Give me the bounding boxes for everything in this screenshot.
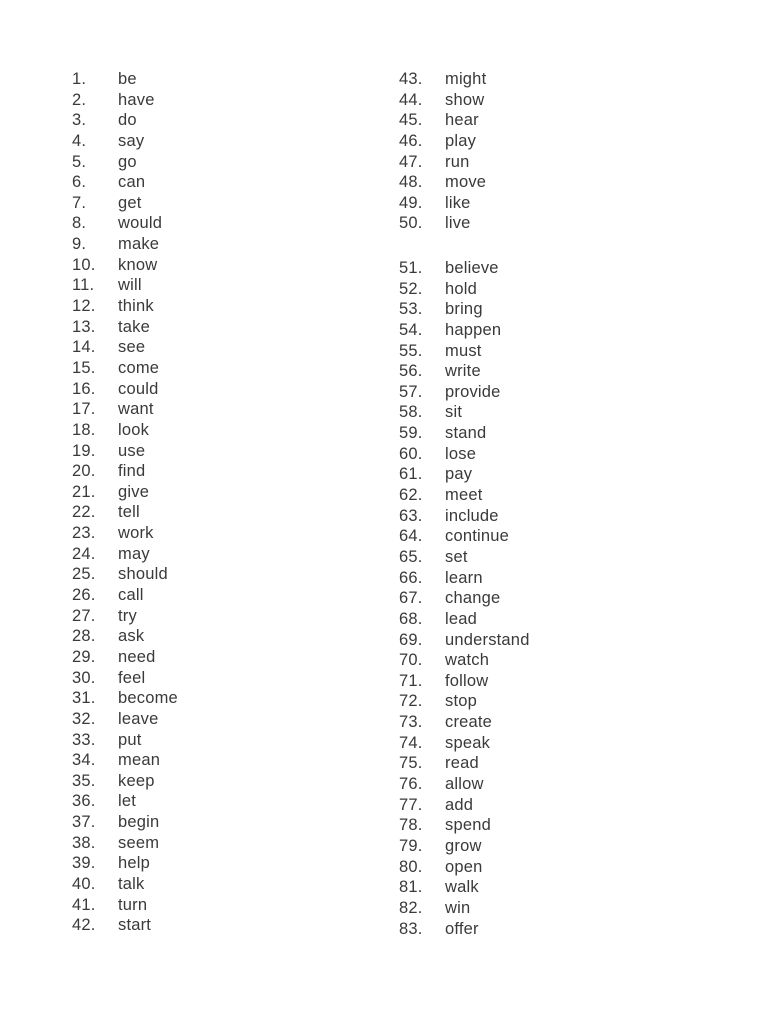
list-item bbox=[399, 172, 486, 193]
item-word: speak bbox=[445, 733, 491, 752]
list-item bbox=[72, 750, 178, 771]
item-word: ask bbox=[118, 627, 145, 646]
list-item bbox=[72, 213, 178, 234]
item-number: 18. bbox=[72, 420, 96, 439]
item-word: turn bbox=[118, 895, 148, 914]
list-item bbox=[72, 379, 178, 400]
item-number: 23. bbox=[72, 524, 96, 543]
item-number: 69. bbox=[399, 630, 423, 649]
item-word: move bbox=[445, 173, 487, 192]
item-number: 5. bbox=[72, 152, 87, 171]
item-word: keep bbox=[118, 771, 155, 790]
word-list-left bbox=[72, 69, 178, 936]
item-number: 65. bbox=[399, 547, 423, 566]
item-word: tell bbox=[118, 503, 140, 522]
item-number: 17. bbox=[72, 400, 96, 419]
item-word: offer bbox=[445, 919, 479, 938]
item-number: 60. bbox=[399, 444, 423, 463]
item-word: lose bbox=[445, 444, 477, 463]
item-word: write bbox=[445, 362, 481, 381]
item-number: 52. bbox=[399, 279, 423, 298]
item-word: should bbox=[118, 565, 168, 584]
item-word: believe bbox=[445, 259, 499, 277]
item-number: 4. bbox=[72, 131, 87, 150]
item-number: 28. bbox=[72, 627, 96, 646]
item-number: 71. bbox=[399, 671, 423, 690]
item-number: 73. bbox=[399, 713, 423, 732]
item-number: 30. bbox=[72, 668, 96, 687]
list-item bbox=[399, 402, 530, 423]
list-item bbox=[72, 234, 178, 255]
item-number: 72. bbox=[399, 692, 423, 711]
word-list-right-bottom bbox=[399, 258, 530, 939]
item-number: 15. bbox=[72, 358, 96, 377]
list-item bbox=[72, 709, 178, 730]
list-item bbox=[399, 836, 530, 857]
item-word: leave bbox=[118, 709, 159, 728]
item-word: look bbox=[118, 420, 150, 439]
list-item bbox=[72, 626, 178, 647]
item-number: 10. bbox=[72, 255, 96, 274]
list-item bbox=[399, 299, 530, 320]
item-word: read bbox=[445, 754, 479, 773]
item-number: 58. bbox=[399, 403, 423, 422]
list-item bbox=[72, 606, 178, 627]
list-item bbox=[72, 441, 178, 462]
list-item bbox=[72, 255, 178, 276]
item-number: 38. bbox=[72, 833, 96, 852]
list-item bbox=[72, 668, 178, 689]
item-word: spend bbox=[445, 816, 491, 835]
item-word: will bbox=[118, 276, 142, 295]
item-number: 3. bbox=[72, 111, 87, 130]
list-item bbox=[399, 320, 530, 341]
item-number: 46. bbox=[399, 131, 423, 150]
item-word: use bbox=[118, 441, 146, 460]
list-item bbox=[72, 730, 178, 751]
item-word: seem bbox=[118, 833, 160, 852]
list-item bbox=[72, 110, 178, 131]
item-number: 59. bbox=[399, 424, 423, 443]
list-item bbox=[72, 771, 178, 792]
list-item bbox=[399, 815, 530, 836]
item-number: 74. bbox=[399, 733, 423, 752]
item-number: 31. bbox=[72, 689, 96, 708]
list-item bbox=[72, 812, 178, 833]
item-number: 54. bbox=[399, 320, 423, 339]
item-word: hold bbox=[445, 279, 477, 298]
item-word: get bbox=[118, 193, 142, 212]
item-number: 40. bbox=[72, 874, 96, 893]
item-word: pay bbox=[445, 465, 473, 484]
item-word: set bbox=[445, 547, 468, 566]
item-number: 81. bbox=[399, 878, 423, 897]
item-number: 63. bbox=[399, 506, 423, 525]
item-word: find bbox=[118, 462, 146, 481]
list-item bbox=[399, 753, 530, 774]
item-number: 22. bbox=[72, 503, 96, 522]
item-number: 27. bbox=[72, 606, 96, 625]
item-word: need bbox=[118, 647, 156, 666]
item-word: become bbox=[118, 689, 178, 708]
list-item bbox=[72, 337, 178, 358]
item-word: follow bbox=[445, 671, 489, 690]
list-item bbox=[399, 69, 486, 90]
item-number: 50. bbox=[399, 214, 423, 233]
list-item bbox=[72, 523, 178, 544]
item-word: create bbox=[445, 713, 493, 732]
item-number: 33. bbox=[72, 730, 96, 749]
item-word: show bbox=[445, 90, 485, 109]
list-item bbox=[399, 588, 530, 609]
list-item bbox=[399, 279, 530, 300]
item-number: 26. bbox=[72, 586, 96, 605]
item-number: 48. bbox=[399, 173, 423, 192]
item-word: allow bbox=[445, 775, 484, 794]
item-number: 77. bbox=[399, 795, 423, 814]
item-word: start bbox=[118, 916, 152, 935]
list-item bbox=[72, 69, 178, 90]
item-number: 36. bbox=[72, 792, 96, 811]
item-number: 41. bbox=[72, 895, 96, 914]
list-item bbox=[399, 547, 530, 568]
item-number: 61. bbox=[399, 465, 423, 484]
list-item bbox=[72, 317, 178, 338]
item-word: think bbox=[118, 297, 154, 316]
item-word: go bbox=[118, 152, 137, 171]
list-item bbox=[72, 152, 178, 173]
item-word: give bbox=[118, 482, 150, 501]
item-word: call bbox=[118, 586, 144, 605]
item-number: 70. bbox=[399, 651, 423, 670]
item-word: bring bbox=[445, 300, 483, 319]
item-number: 53. bbox=[399, 300, 423, 319]
list-item bbox=[72, 193, 178, 214]
list-item bbox=[399, 506, 530, 527]
list-item bbox=[399, 464, 530, 485]
list-item bbox=[72, 688, 178, 709]
item-word: can bbox=[118, 173, 146, 192]
item-number: 56. bbox=[399, 362, 423, 381]
list-item bbox=[399, 774, 530, 795]
item-word: live bbox=[445, 214, 471, 233]
list-item bbox=[399, 152, 486, 173]
item-word: sit bbox=[445, 403, 463, 422]
item-number: 13. bbox=[72, 317, 96, 336]
list-item bbox=[72, 131, 178, 152]
item-number: 82. bbox=[399, 898, 423, 917]
list-item bbox=[399, 857, 530, 878]
word-list-right-top bbox=[399, 69, 486, 234]
item-number: 7. bbox=[72, 193, 87, 212]
item-number: 64. bbox=[399, 527, 423, 546]
list-item bbox=[399, 341, 530, 362]
item-word: let bbox=[118, 792, 137, 811]
item-word: say bbox=[118, 131, 145, 150]
item-word: learn bbox=[445, 568, 483, 587]
item-word: see bbox=[118, 338, 146, 357]
list-item bbox=[72, 502, 178, 523]
item-word: happen bbox=[445, 320, 502, 339]
list-item bbox=[399, 733, 530, 754]
item-number: 6. bbox=[72, 173, 87, 192]
item-number: 62. bbox=[399, 486, 423, 505]
item-number: 25. bbox=[72, 565, 96, 584]
item-number: 42. bbox=[72, 916, 96, 935]
item-word: may bbox=[118, 544, 150, 563]
item-number: 19. bbox=[72, 441, 96, 460]
list-item bbox=[399, 382, 530, 403]
item-word: open bbox=[445, 857, 483, 876]
list-item bbox=[399, 444, 530, 465]
list-item bbox=[72, 172, 178, 193]
item-number: 35. bbox=[72, 771, 96, 790]
item-word: must bbox=[445, 341, 482, 360]
list-item bbox=[399, 919, 530, 940]
item-number: 68. bbox=[399, 609, 423, 628]
item-word: want bbox=[118, 400, 154, 419]
list-item bbox=[72, 647, 178, 668]
list-item bbox=[399, 712, 530, 733]
list-item bbox=[399, 423, 530, 444]
list-item bbox=[72, 833, 178, 854]
list-item bbox=[72, 296, 178, 317]
item-number: 78. bbox=[399, 816, 423, 835]
list-item bbox=[72, 358, 178, 379]
list-item bbox=[72, 399, 178, 420]
item-word: begin bbox=[118, 813, 160, 832]
item-number: 37. bbox=[72, 813, 96, 832]
item-word: might bbox=[445, 70, 487, 88]
item-word: try bbox=[118, 606, 137, 625]
item-word: lead bbox=[445, 609, 477, 628]
list-item bbox=[72, 791, 178, 812]
list-item bbox=[399, 258, 530, 279]
item-number: 47. bbox=[399, 152, 423, 171]
item-number: 51. bbox=[399, 259, 423, 277]
item-word: take bbox=[118, 317, 150, 336]
item-word: stop bbox=[445, 692, 477, 711]
list-item bbox=[72, 420, 178, 441]
list-item bbox=[399, 877, 530, 898]
list-item bbox=[399, 213, 486, 234]
item-word: feel bbox=[118, 668, 146, 687]
item-number: 14. bbox=[72, 338, 96, 357]
list-item bbox=[399, 795, 530, 816]
list-item bbox=[72, 585, 178, 606]
item-word: change bbox=[445, 589, 501, 608]
item-number: 32. bbox=[72, 709, 96, 728]
item-number: 75. bbox=[399, 754, 423, 773]
list-item bbox=[72, 275, 178, 296]
item-word: walk bbox=[445, 878, 479, 897]
item-number: 34. bbox=[72, 751, 96, 770]
item-number: 2. bbox=[72, 90, 87, 109]
item-word: talk bbox=[118, 874, 145, 893]
item-word: grow bbox=[445, 836, 482, 855]
list-item bbox=[399, 131, 486, 152]
item-number: 39. bbox=[72, 854, 96, 873]
item-word: watch bbox=[445, 651, 490, 670]
list-item bbox=[72, 482, 178, 503]
item-word: win bbox=[445, 898, 471, 917]
list-item bbox=[72, 461, 178, 482]
item-number: 55. bbox=[399, 341, 423, 360]
item-word: meet bbox=[445, 486, 483, 505]
list-item bbox=[72, 90, 178, 111]
item-number: 76. bbox=[399, 775, 423, 794]
item-word: would bbox=[118, 214, 163, 233]
item-number: 79. bbox=[399, 836, 423, 855]
item-number: 49. bbox=[399, 193, 423, 212]
list-item bbox=[72, 895, 178, 916]
list-item bbox=[72, 874, 178, 895]
list-item bbox=[399, 609, 530, 630]
item-number: 12. bbox=[72, 297, 96, 316]
item-word: put bbox=[118, 730, 142, 749]
item-number: 80. bbox=[399, 857, 423, 876]
list-item bbox=[399, 485, 530, 506]
item-word: like bbox=[445, 193, 471, 212]
item-word: play bbox=[445, 131, 477, 150]
list-item bbox=[399, 526, 530, 547]
item-word: help bbox=[118, 854, 150, 873]
item-number: 11. bbox=[72, 276, 95, 295]
item-number: 44. bbox=[399, 90, 423, 109]
item-number: 21. bbox=[72, 482, 96, 501]
item-word: understand bbox=[445, 630, 530, 649]
item-number: 83. bbox=[399, 919, 423, 938]
item-word: provide bbox=[445, 382, 501, 401]
list-item bbox=[72, 915, 178, 936]
list-item bbox=[399, 110, 486, 131]
item-number: 9. bbox=[72, 235, 87, 254]
item-number: 43. bbox=[399, 70, 423, 88]
item-word: know bbox=[118, 255, 158, 274]
item-word: come bbox=[118, 358, 160, 377]
list-item bbox=[399, 691, 530, 712]
item-word: make bbox=[118, 235, 160, 254]
list-item bbox=[399, 361, 530, 382]
item-word: run bbox=[445, 152, 470, 171]
item-word: could bbox=[118, 379, 159, 398]
item-number: 24. bbox=[72, 544, 96, 563]
list-item bbox=[399, 650, 530, 671]
item-number: 20. bbox=[72, 462, 96, 481]
list-item bbox=[399, 193, 486, 214]
list-item bbox=[399, 630, 530, 651]
item-word: work bbox=[118, 524, 154, 543]
item-word: be bbox=[118, 70, 137, 88]
item-word: hear bbox=[445, 111, 479, 130]
item-number: 16. bbox=[72, 379, 96, 398]
list-item bbox=[399, 568, 530, 589]
item-number: 66. bbox=[399, 568, 423, 587]
item-number: 29. bbox=[72, 647, 96, 666]
item-word: continue bbox=[445, 527, 509, 546]
item-number: 1. bbox=[72, 70, 87, 88]
list-item bbox=[72, 544, 178, 565]
item-word: include bbox=[445, 506, 499, 525]
item-word: do bbox=[118, 111, 137, 130]
item-word: add bbox=[445, 795, 474, 814]
item-number: 45. bbox=[399, 111, 423, 130]
list-item bbox=[399, 671, 530, 692]
list-item bbox=[399, 90, 486, 111]
item-number: 8. bbox=[72, 214, 87, 233]
list-item bbox=[72, 853, 178, 874]
item-number: 57. bbox=[399, 382, 423, 401]
list-item bbox=[399, 898, 530, 919]
item-word: mean bbox=[118, 751, 161, 770]
item-word: have bbox=[118, 90, 155, 109]
item-number: 67. bbox=[399, 589, 423, 608]
list-item bbox=[72, 564, 178, 585]
item-word: stand bbox=[445, 424, 487, 443]
